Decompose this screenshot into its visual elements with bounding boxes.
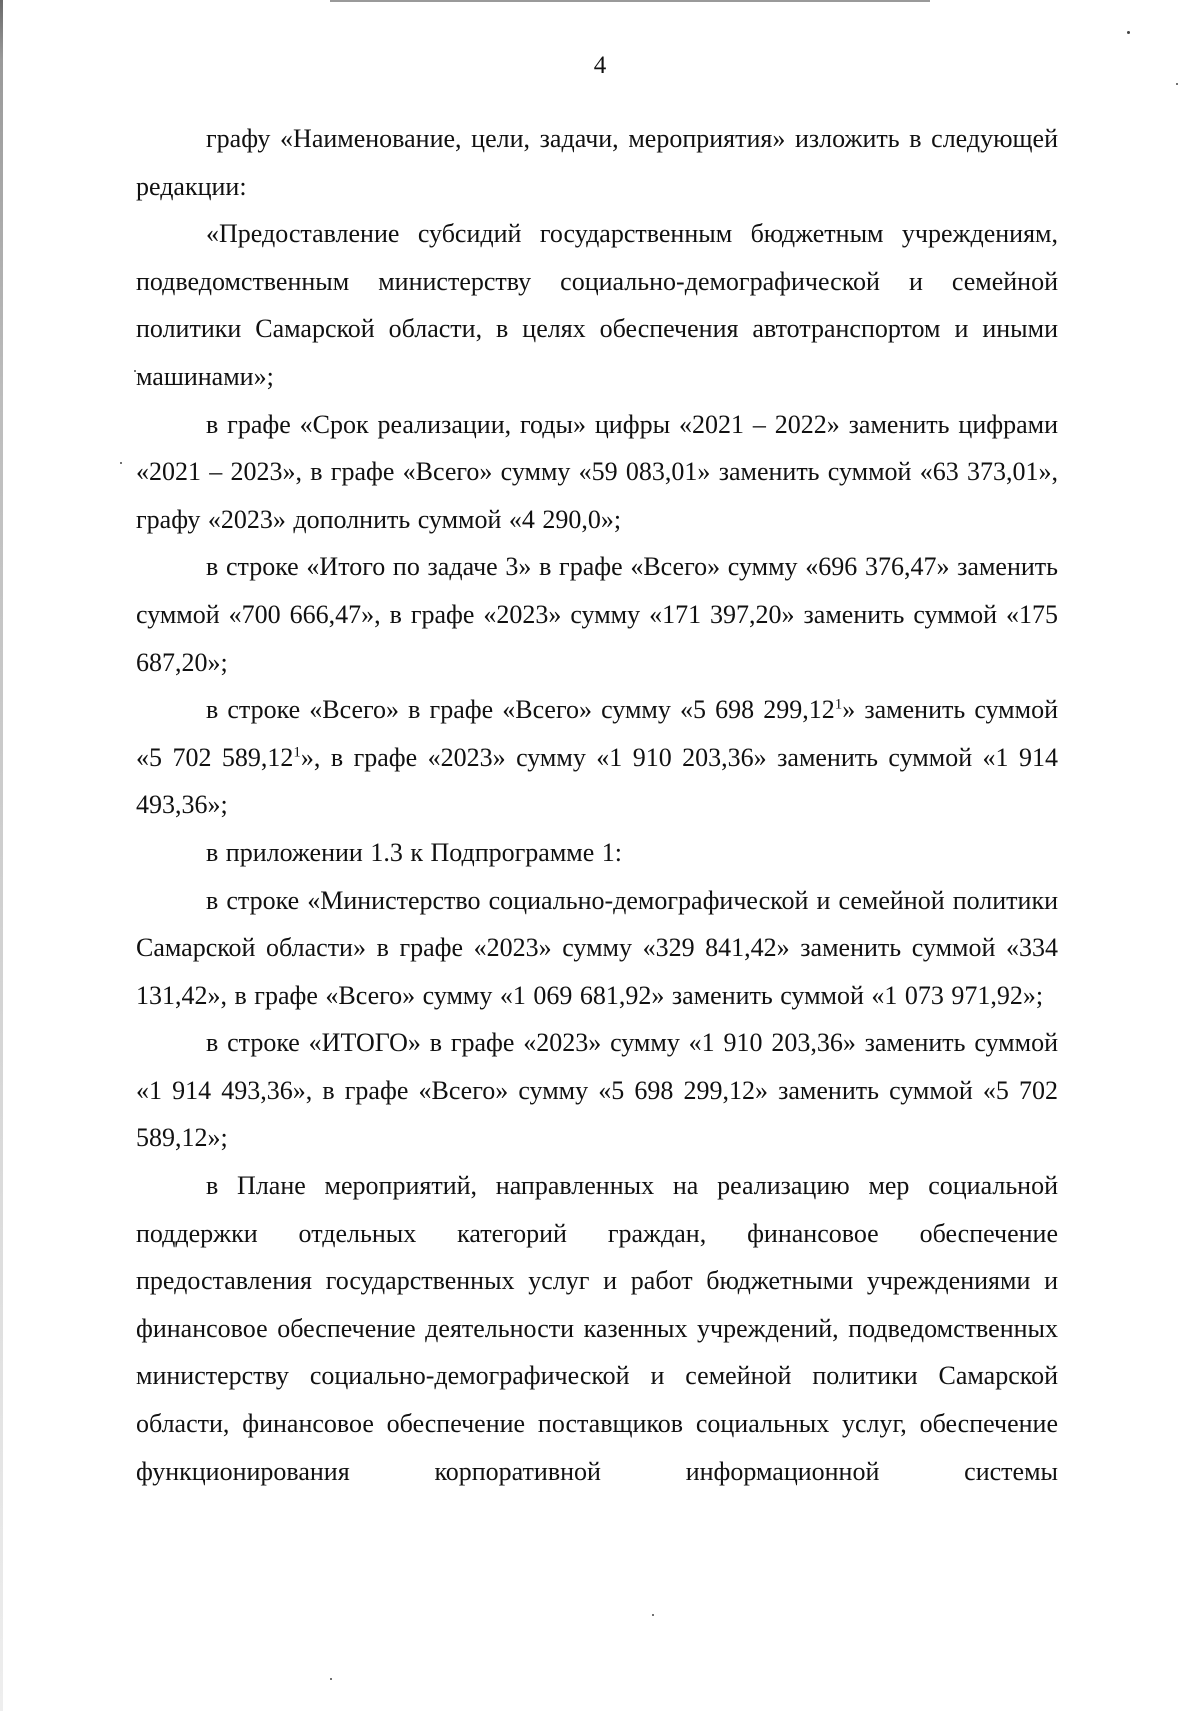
paragraph: в Плане мероприятий, направленных на реализацию мер социальной поддержки отдельных категорий граждан, финансовое обеспечение предоставления государственных услуг и работ бюджетными учреждениями и финансовое обеспечение деятельности казенных учреждений, подведомственных министерству социально-демографической и семейной политики Самарской области, финансовое обеспечение поставщиков социальных услуг, обеспечение функционирования корпоративной информационной системы <box>136 1171 1058 1486</box>
paragraph-text-segment: » заменить суммой «5 702 589,12 <box>136 695 1058 772</box>
paragraph <box>136 686 1058 829</box>
paragraph: в строке «Итого по задаче 3» в графе «Всего» сумму «696 376,47» заменить суммой «700 666,47», в графе «2023» сумму «171 397,20» заменить суммой «175 687,20»; <box>136 552 1058 677</box>
paragraph: «Предоставление субсидий государственным бюджетным учреждениям, подведомственным министерству социально-демографической и семейной политики Самарской области, в целях обеспечения автотранспортом и иными машинами»; <box>136 219 1058 391</box>
paragraph: в строке «Министерство социально-демографической и семейной политики Самарской области» в графе «2023» сумму «329 841,42» заменить суммой «334 131,42», в графе «Всего» сумму «1 069 681,92» заменить суммой «1 073 971,92»; <box>136 885 1058 1010</box>
document-body <box>136 115 1058 1495</box>
paragraph: в строке «ИТОГО» в графе «2023» сумму «1 910 203,36» заменить суммой «1 914 493,36», в графе «Всего» сумму «5 698 299,12» заменить суммой «5 702 589,12»; <box>136 1028 1058 1153</box>
scan-speck <box>1176 83 1178 85</box>
scan-top-rule <box>330 0 930 2</box>
paragraph-text-segment: в строке «Всего» в графе «Всего» сумму «5 698 299,12 <box>206 695 835 725</box>
scan-left-edge <box>0 0 3 1711</box>
scan-speck <box>120 462 122 464</box>
scan-speck <box>652 1614 654 1616</box>
paragraph: в приложении 1.3 к Подпрограмме 1: <box>206 837 623 867</box>
page-number: 4 <box>593 52 607 79</box>
paragraph: в графе «Срок реализации, годы» цифры «2021 – 2022» заменить цифрами «2021 – 2023», в графе «Всего» сумму «59 083,01» заменить суммой «63 373,01», графу «2023» дополнить суммой «4 290,0»; <box>136 409 1058 534</box>
scan-speck <box>1127 31 1130 34</box>
paragraph: графу «Наименование, цели, задачи, мероприятия» изложить в следующей редакции: <box>136 124 1058 201</box>
scan-speck <box>330 1678 332 1680</box>
footnote-marker: 1 <box>293 744 301 761</box>
paragraph-text-segment: », в графе «2023» сумму «1 910 203,36» заменить суммой «1 914 493,36»; <box>136 742 1059 820</box>
footnote-marker: 1 <box>834 696 843 713</box>
